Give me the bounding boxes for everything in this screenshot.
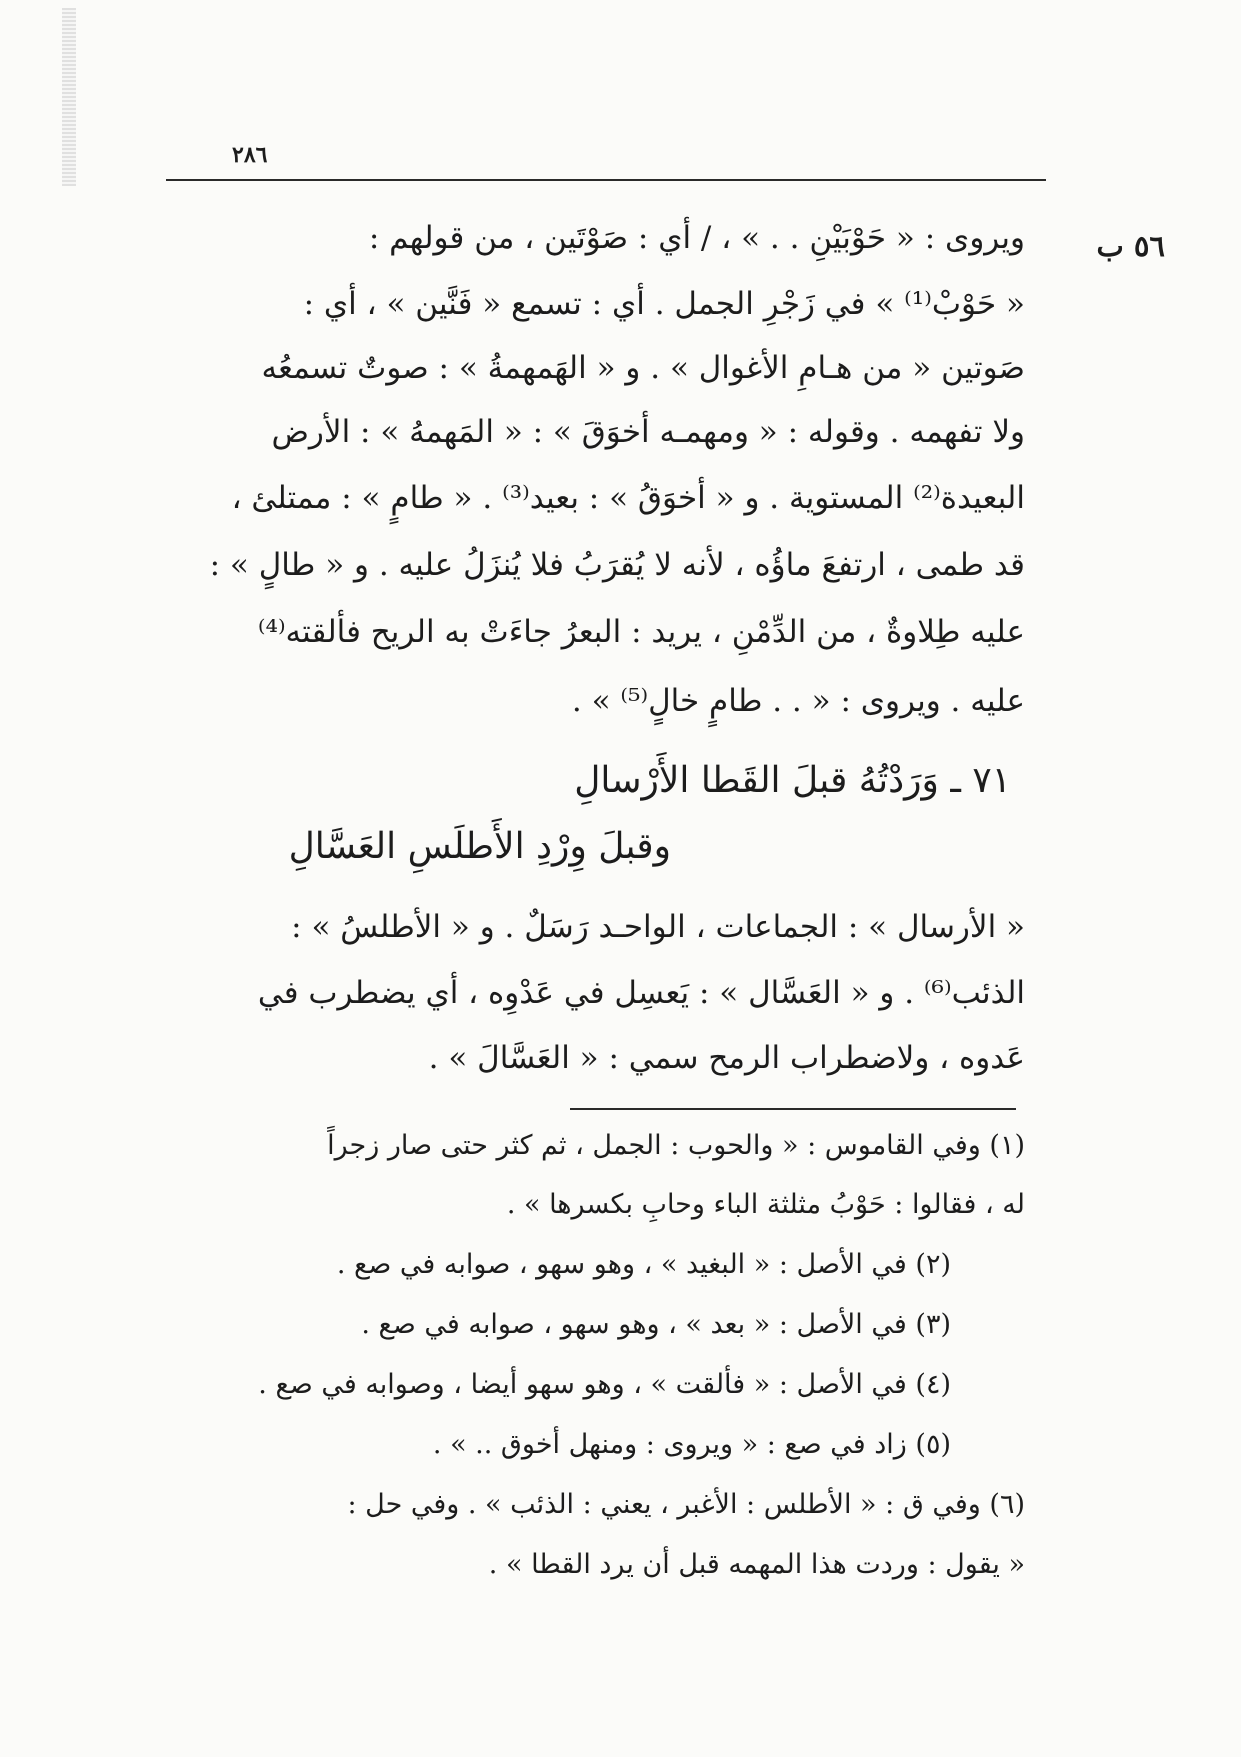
binding-edge <box>62 8 76 186</box>
commentary-line: عليه طِلاوةٌ ، من الدِّمْنِ ، يريد : البعرُ جاءَتْ به الريح فألقته⁽⁴⁾ <box>257 614 1025 650</box>
commentary-line: البعيدة⁽²⁾ المستوية . و « أخوَقُ » : بعيد⁽³⁾ . « طامٍ » : ممتلئ ، <box>231 480 1025 516</box>
page-number: ٢٨٦ <box>232 142 268 168</box>
footnote-rule <box>570 1108 1016 1110</box>
commentary-line: عليه . ويروى : « . . طامٍ خالٍ⁽⁵⁾ » . <box>571 683 1025 719</box>
verse-line-2: وقبلَ وِرْدِ الأَطلَسِ العَسَّالِ <box>288 826 671 867</box>
verse-line-1: ٧١ ـ وَرَدْتُهُ قبلَ القَطا الأَرْسالِ <box>574 760 1011 801</box>
footnote-line: له ، فقالوا : حَوْبُ مثلثة الباء وحابِ بكسرها » . <box>506 1189 1025 1220</box>
footnote-line: (٥) زاد في صع : « ويروى : ومنهل أخوق .. » . <box>432 1429 951 1460</box>
footnote-line: (١) وفي القاموس : « والحوب : الجمل ، ثم كثر حتى صار زجراً <box>327 1130 1025 1161</box>
commentary-line: صَوتين « من هـامِ الأغوال » . و « الهَمهمةُ » : صوتٌ تسمعُه <box>261 350 1025 386</box>
manuscript-folio-reference: ٥٦ ب <box>1096 229 1165 263</box>
footnote-line: (٤) في الأصل : « فألقت » ، وهو سهو أيضا ، وصوابه في صع . <box>258 1369 951 1400</box>
header-rule <box>166 179 1046 181</box>
footnote-line: (٣) في الأصل : « بعد » ، وهو سهو ، صوابه في صع . <box>361 1309 951 1340</box>
commentary-line: « الأرسال » : الجماعات ، الواحـد رَسَلٌ . و « الأطلسُ » : <box>291 909 1025 945</box>
commentary-line: عَدوه ، ولاضطراب الرمح سمي : « العَسَّالَ » . <box>428 1040 1025 1076</box>
footnote-line: (٦) وفي ق : « الأطلس : الأغبر ، يعني : الذئب » . وفي حل : <box>347 1489 1025 1520</box>
footnote-line: « يقول : وردت هذا المهمه قبل أن يرد القطا » . <box>488 1549 1025 1580</box>
commentary-line: الذئب⁽⁶⁾ . و « العَسَّال » : يَعسِل في عَدْوِه ، أي يضطرب في <box>257 975 1025 1011</box>
commentary-line: « حَوْبْ⁽¹⁾ » في زَجْرِ الجمل . أي : تسمع « فَنَّين » ، أي : <box>303 286 1025 322</box>
commentary-line: ولا تفهمه . وقوله : « ومهمـه أخوَقَ » : « المَهمهُ » : الأرض <box>271 414 1025 450</box>
commentary-line: قد طمى ، ارتفعَ ماؤُه ، لأنه لا يُقرَبُ فلا يُنزَلُ عليه . و « طالٍ » : <box>209 547 1025 583</box>
commentary-line: ويروى : « حَوْبَيْنِ . . » ، / أي : صَوْتَين ، من قولهم : <box>368 220 1025 256</box>
footnote-line: (٢) في الأصل : « البغيد » ، وهو سهو ، صوابه في صع . <box>336 1249 951 1280</box>
